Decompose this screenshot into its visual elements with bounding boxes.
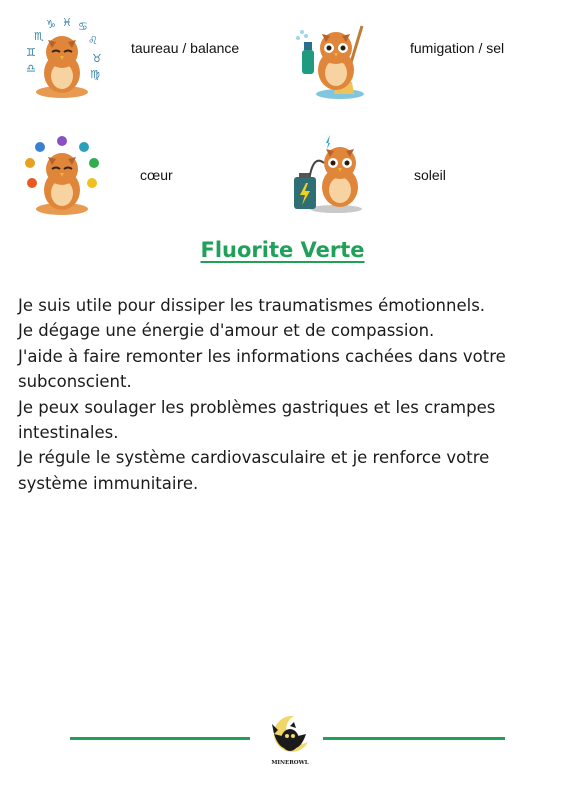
svg-text:♎: ♎: [26, 62, 36, 75]
description-text: [18, 293, 548, 496]
stone-title: Fluorite Verte: [200, 238, 365, 262]
cell-label-soleil: soleil: [414, 167, 446, 183]
svg-text:♏: ♏: [34, 30, 44, 43]
svg-text:MINEROWL: MINEROWL: [271, 760, 309, 766]
footer-divider-left: [70, 737, 250, 740]
paragraph: Je régule le système cardiovasculaire et je renforce votre système immunitaire.: [18, 448, 490, 493]
paragraph: Je dégage une énergie d'amour et de compassion.: [18, 321, 435, 341]
owl-moon-logo-icon: [268, 712, 312, 768]
owl-cleaning-spray-mop-icon: [292, 20, 372, 100]
owl-meditating-chakras-icon: [22, 135, 102, 215]
paragraph: Je suis utile pour dissiper les traumatismes émotionnels.: [18, 296, 486, 315]
svg-text:♓: ♓: [62, 18, 72, 29]
svg-text:♊: ♊: [26, 46, 36, 59]
svg-text:♑: ♑: [46, 18, 56, 31]
svg-text:♍: ♍: [90, 68, 100, 81]
svg-text:♋: ♋: [78, 20, 88, 33]
owl-meditating-zodiac-icon: [22, 18, 102, 98]
footer-divider-right: [323, 737, 505, 740]
svg-text:♌: ♌: [88, 34, 98, 47]
cell-label-taureau-balance: taureau / balance: [131, 40, 240, 56]
cell-label-fumigation-sel: fumigation / sel: [410, 40, 505, 56]
paragraph: J'aide à faire remonter les informations cachées dans votre subconscient.: [18, 346, 506, 392]
owl-with-battery-icon: [290, 135, 370, 215]
paragraph: Je peux soulager les problèmes gastriques et les crampes intestinales.: [18, 397, 496, 443]
svg-text:♉: ♉: [92, 52, 102, 65]
cell-label-coeur: cœur: [140, 167, 173, 183]
